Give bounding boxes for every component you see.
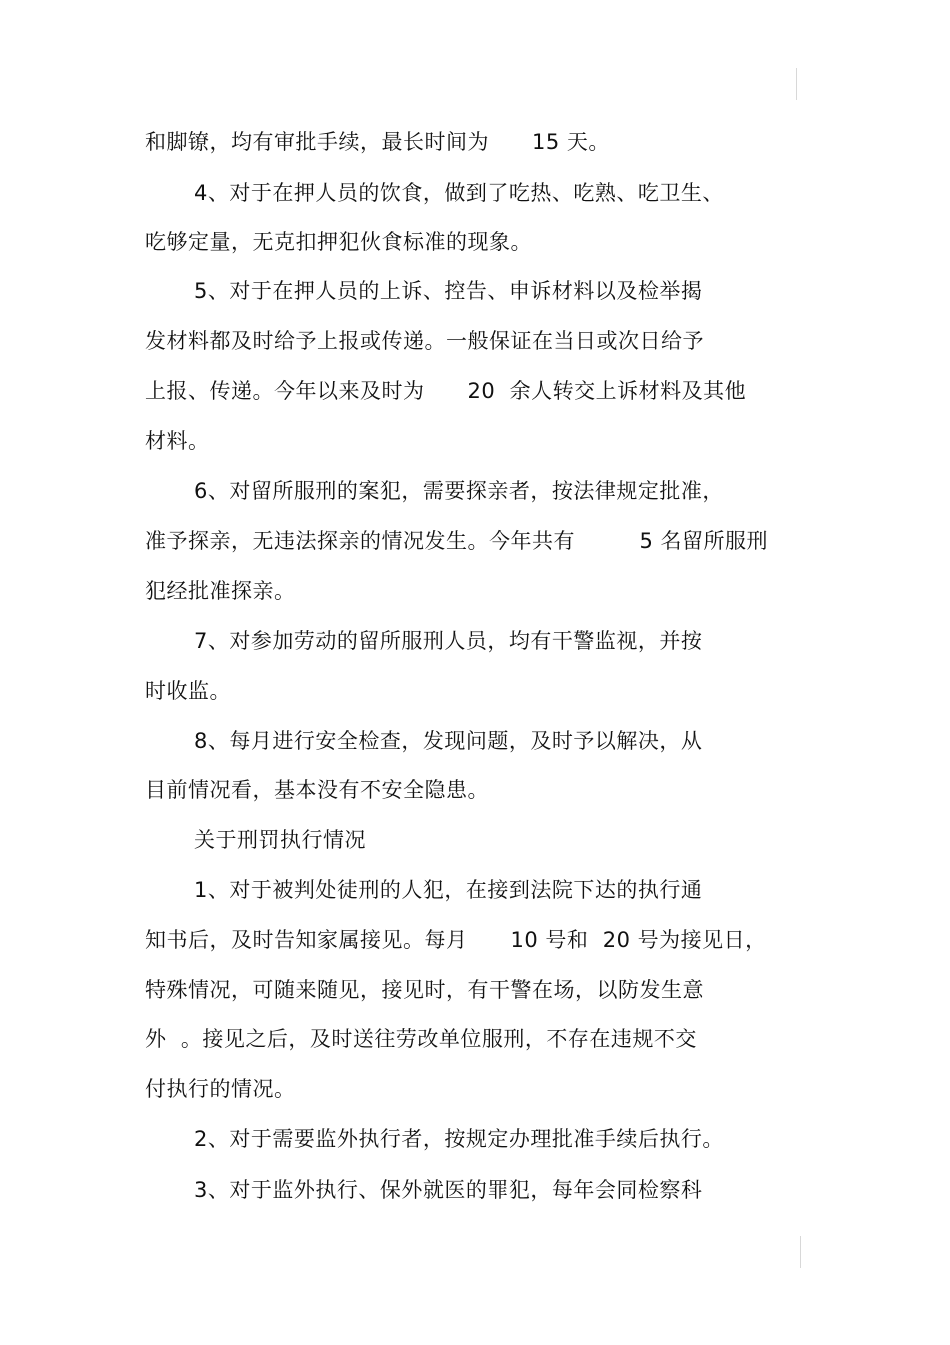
text-line: 准予探亲，无违法探亲的情况发生。今年共有 5 名留所服刑: [145, 529, 769, 553]
text-line: 5、对于在押人员的上诉、控告、申诉材料以及检举揭: [194, 279, 703, 303]
text-line: 付执行的情况。: [145, 1077, 296, 1101]
text-line: 知书后，及时告知家属接见。每月 10 号和 20 号为接见日，: [145, 928, 767, 952]
text-line: 1、对于被判处徒刑的人犯，在接到法院下达的执行通: [194, 878, 703, 902]
text-line: 7、对参加劳动的留所服刑人员，均有干警监视，并按: [194, 629, 703, 653]
text-line: 外 。接见之后，及时送往劳改单位服刑，不存在违规不交: [145, 1027, 697, 1051]
text-line: 时收监。: [145, 679, 231, 703]
text-line: 吃够定量，无克扣押犯伙食标准的现象。: [145, 230, 532, 254]
text-line: 目前情况看，基本没有不安全隐患。: [145, 778, 489, 802]
text-line: 和脚镣，均有审批手续，最长时间为 15 天。: [145, 130, 610, 154]
text-line: 8、每月进行安全检查，发现问题，及时予以解决，从: [194, 729, 703, 753]
text-line: 2、对于需要监外执行者，按规定办理批准手续后执行。: [194, 1127, 724, 1151]
text-line: 材料。: [145, 429, 210, 453]
text-line: 上报、传递。今年以来及时为 20 余人转交上诉材料及其他: [145, 379, 747, 403]
text-line: 发材料都及时给予上报或传递。一般保证在当日或次日给予: [145, 329, 704, 353]
page-edge-mark-top: [796, 68, 797, 100]
text-line: 6、对留所服刑的案犯，需要探亲者，按法律规定批准，: [194, 479, 724, 503]
text-line: 3、对于监外执行、保外就医的罪犯，每年会同检察科: [194, 1178, 703, 1202]
text-line: 犯经批准探亲。: [145, 579, 296, 603]
section-heading: 关于刑罚执行情况: [194, 828, 366, 852]
page-edge-mark-bottom: [800, 1236, 801, 1268]
text-line: 4、对于在押人员的饮食，做到了吃热、吃熟、吃卫生、: [194, 181, 724, 205]
text-line: 特殊情况，可随来随见，接见时，有干警在场，以防发生意: [145, 978, 704, 1002]
